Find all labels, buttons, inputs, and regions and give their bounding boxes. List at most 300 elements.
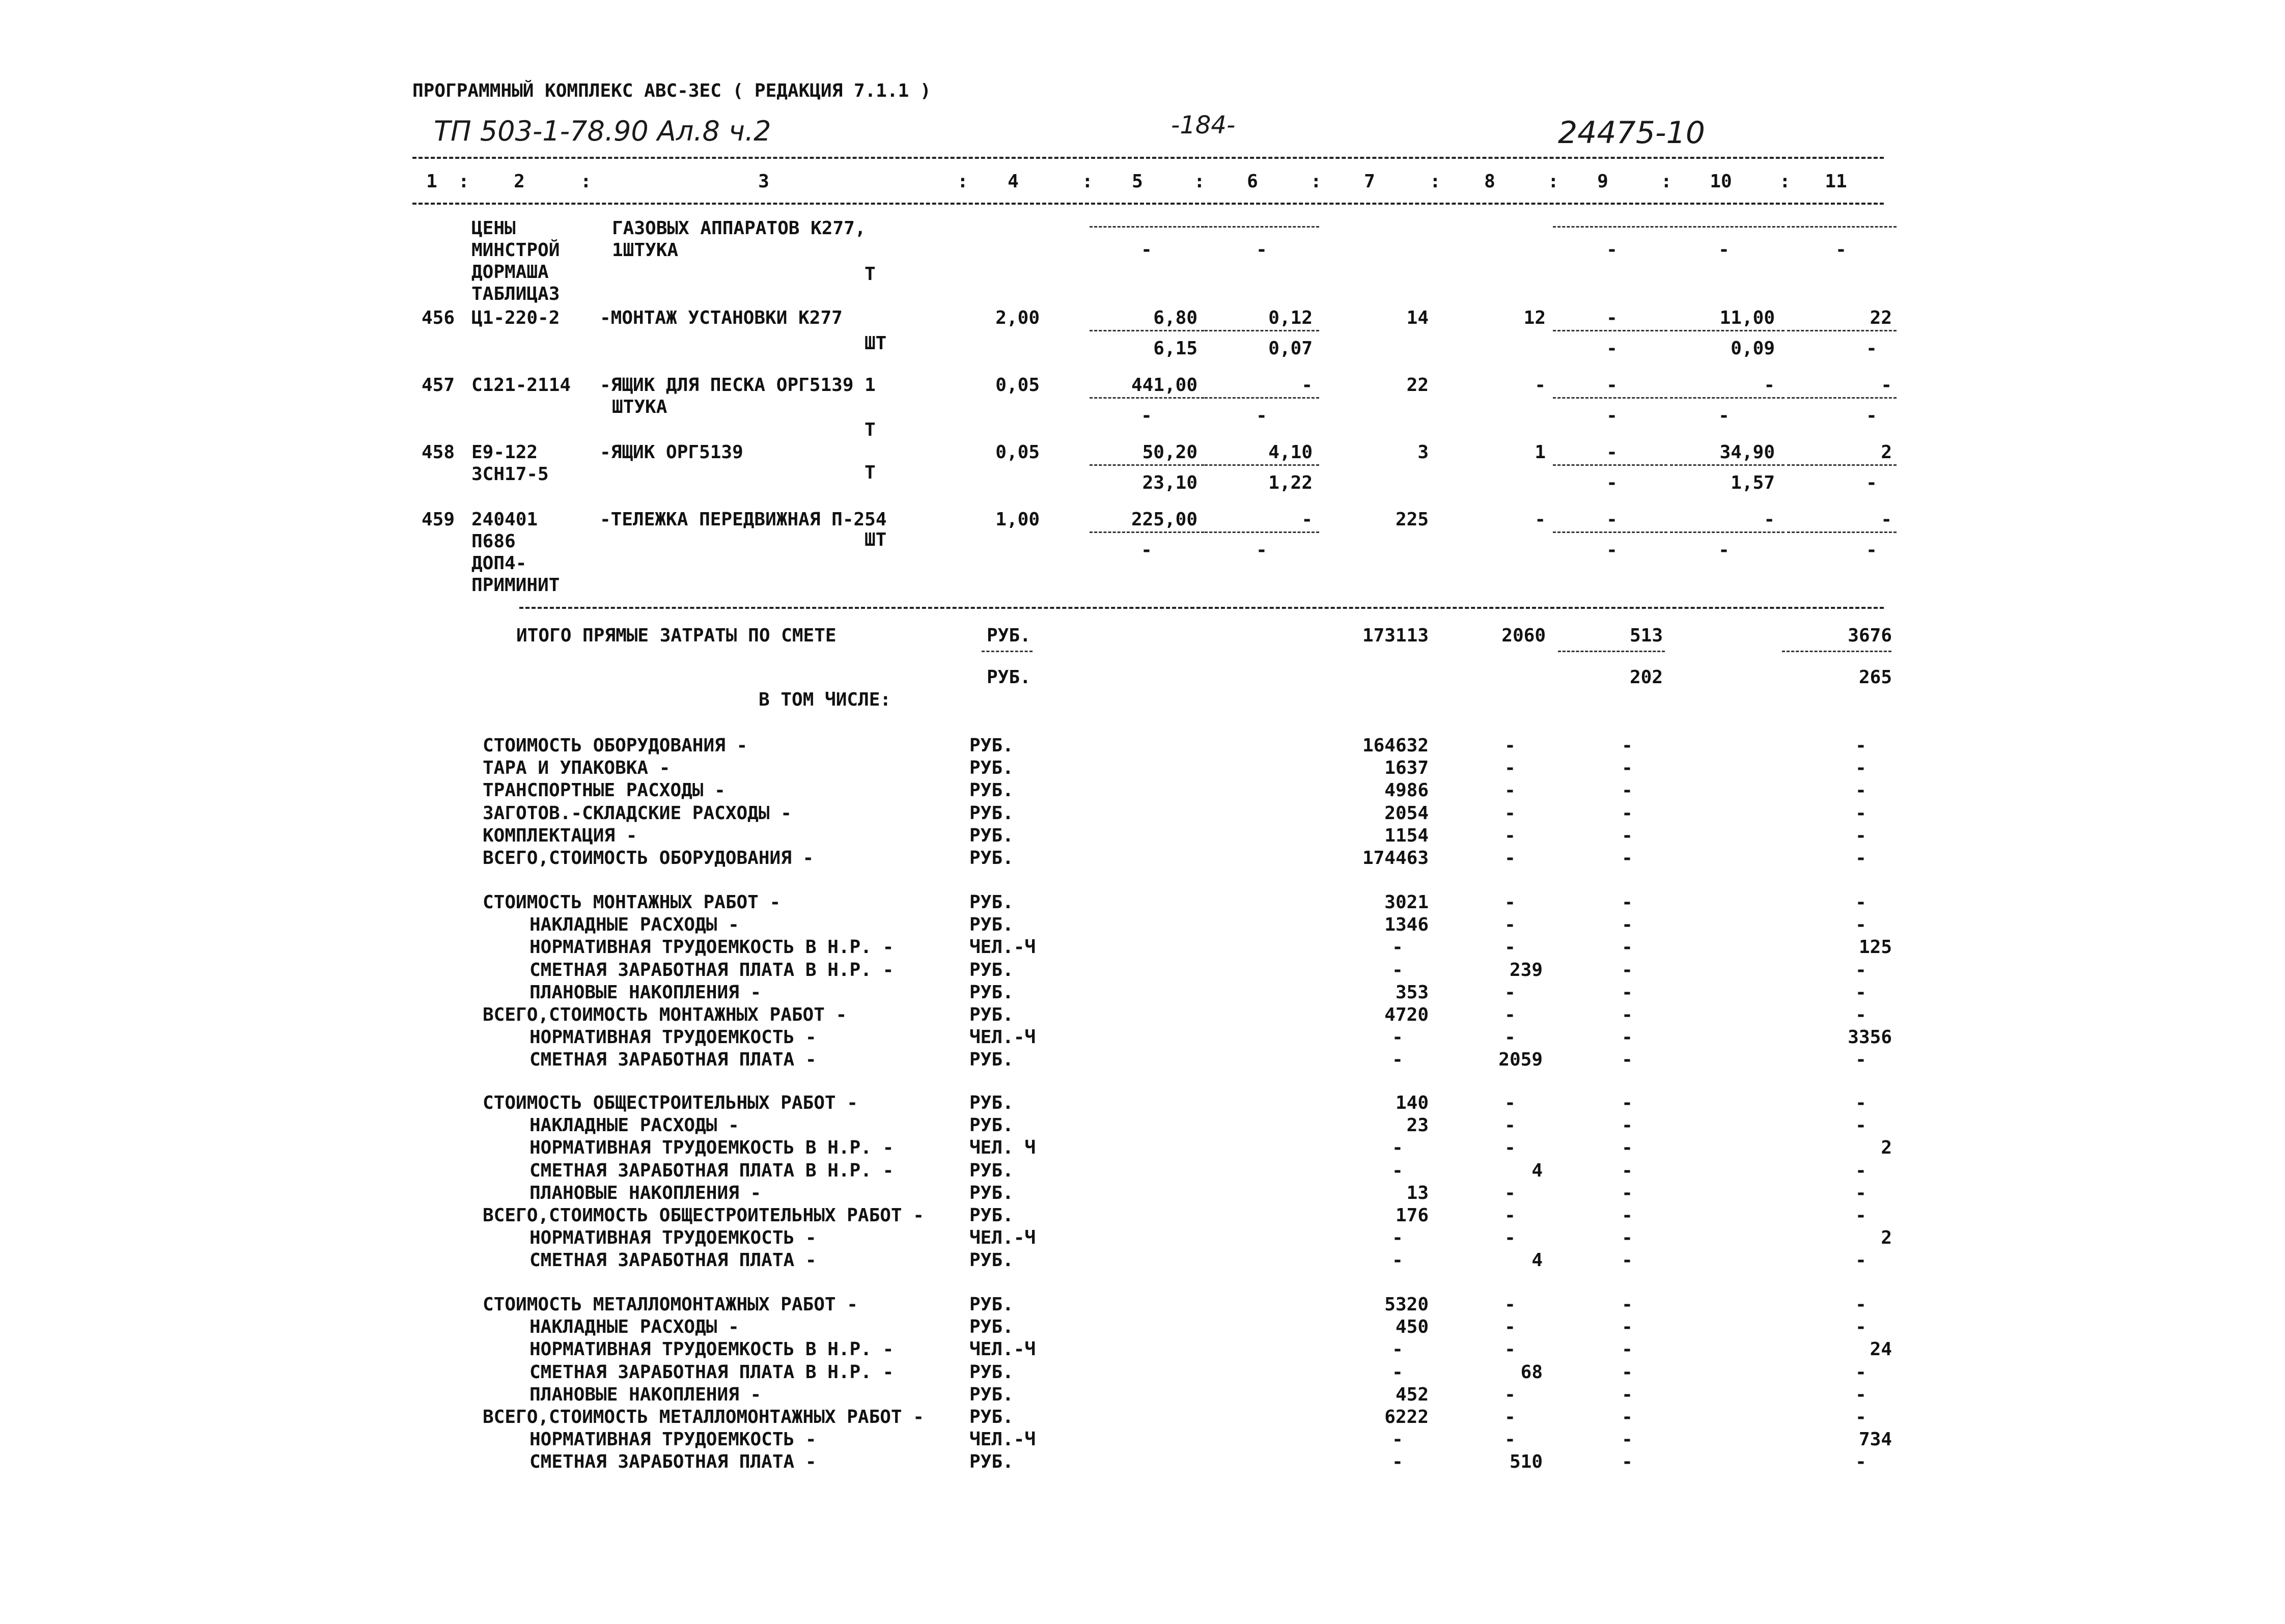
summary-c11: 2 [1881, 1137, 1892, 1159]
row-code: 3СН17-5 [471, 464, 549, 485]
cell-c10: - [1764, 509, 1775, 530]
summary-c11: - [1855, 1317, 1866, 1338]
total-c9: 513 [1629, 625, 1663, 646]
summary-c7: 5320 [1384, 1294, 1429, 1315]
summary-label: ТАРА И УПАКОВКА - [483, 758, 671, 779]
summary-label: НОРМАТИВНАЯ ТРУДОЕМКОСТЬ В Н.Р. - [530, 1137, 894, 1159]
row-code: П686 [471, 531, 516, 552]
summary-c11: 3356 [1848, 1027, 1892, 1048]
subtotal-rule [1670, 464, 1785, 466]
summary-label: НОРМАТИВНАЯ ТРУДОЕМКОСТЬ В Н.Р. - [530, 1339, 894, 1360]
sub-value: - [1718, 540, 1730, 561]
summary-c11: - [1855, 1115, 1866, 1136]
summary-c11: - [1855, 959, 1866, 981]
column-number: 2 [514, 171, 525, 192]
row-code: Ц1-220-2 [471, 307, 560, 328]
sub-value: - [1718, 239, 1730, 260]
summary-unit: РУБ. [969, 1317, 1014, 1338]
row-name: ШТУКА [612, 397, 667, 417]
summary-c8: - [1504, 780, 1516, 801]
summary-label: ПЛАНОВЫЕ НАКОПЛЕНИЯ - [530, 1182, 762, 1203]
column-separator: : [1311, 171, 1322, 192]
summary-c9: - [1622, 758, 1633, 779]
cell-c6: 0,12 [1268, 307, 1313, 328]
summary-c11: - [1855, 1205, 1866, 1226]
cell-c4: 0,05 [995, 442, 1040, 463]
column-separator: : [580, 171, 592, 192]
header-bottom-rule [412, 203, 1884, 205]
sub-value: 6,15 [1153, 338, 1197, 359]
cell-c4: 1,00 [995, 509, 1040, 530]
subtotal-rule [1670, 531, 1785, 533]
summary-label: НАКЛАДНЫЕ РАСХОДЫ - [530, 1115, 739, 1136]
summary-c8: - [1504, 1407, 1516, 1427]
summary-c8: - [1504, 914, 1516, 936]
summary-c7: 13 [1406, 1182, 1429, 1203]
cell-c8: 12 [1523, 307, 1546, 328]
row-unit: Т [865, 462, 876, 483]
summary-label: КОМПЛЕКТАЦИЯ - [483, 825, 637, 846]
summary-label: НАКЛАДНЫЕ РАСХОДЫ - [530, 1317, 739, 1338]
summary-label: СМЕТНАЯ ЗАРАБОТНАЯ ПЛАТА - [530, 1451, 817, 1473]
summary-c9: - [1622, 959, 1633, 981]
summary-label: ЗАГОТОВ.-СКЛАДСКИЕ РАСХОДЫ - [483, 802, 792, 824]
column-number: 4 [1008, 171, 1019, 192]
summary-c8: - [1504, 1115, 1516, 1136]
row-number: 456 [422, 307, 455, 328]
summary-c8: - [1504, 758, 1516, 779]
summary-label: НОРМАТИВНАЯ ТРУДОЕМКОСТЬ - [530, 1429, 817, 1450]
summary-label: СТОИМОСТЬ МОНТАЖНЫХ РАБОТ - [483, 892, 781, 913]
summary-unit: РУБ. [969, 802, 1014, 824]
summary-unit: РУБ. [969, 1250, 1014, 1271]
summary-c11: 2 [1881, 1227, 1892, 1249]
summary-label: ТРАНСПОРТНЫЕ РАСХОДЫ - [483, 780, 726, 801]
subtotal-rule [1787, 397, 1897, 399]
summary-label: СТОИМОСТЬ ОБЩЕСТРОИТЕЛЬНЫХ РАБОТ - [483, 1093, 858, 1113]
row-unit: Т [865, 419, 876, 440]
summary-unit: ЧЕЛ. Ч [969, 1137, 1036, 1159]
summary-c8: 510 [1509, 1451, 1543, 1473]
summary-unit: РУБ. [969, 780, 1014, 801]
cell-c9: - [1606, 307, 1618, 328]
summary-unit: РУБ. [969, 1451, 1014, 1473]
summary-c7: 174463 [1362, 848, 1429, 869]
summary-c11: - [1855, 1294, 1866, 1315]
summary-c7: - [1392, 1339, 1403, 1360]
summary-c7: - [1392, 1361, 1403, 1383]
summary-c8: - [1504, 1027, 1516, 1048]
subtotal-rule [1205, 226, 1319, 228]
total-rule [519, 607, 1884, 609]
summary-c7: 2054 [1384, 802, 1429, 824]
column-number: 9 [1597, 171, 1608, 192]
summary-c7: - [1392, 959, 1403, 981]
summary-unit: РУБ. [969, 1004, 1014, 1025]
subtotal-rule [1787, 531, 1897, 533]
subtotal-rule [1782, 651, 1891, 652]
total-label: ИТОГО ПРЯМЫЕ ЗАТРАТЫ ПО СМЕТЕ [516, 625, 837, 646]
summary-unit: ЧЕЛ.-Ч [969, 937, 1036, 958]
summary-c11: - [1855, 982, 1866, 1003]
column-separator: : [1779, 171, 1791, 192]
summary-label: ПЛАНОВЫЕ НАКОПЛЕНИЯ - [530, 1384, 762, 1405]
cell-c5: 441,00 [1131, 375, 1197, 396]
program-header: ПРОГРАММНЫЙ КОМПЛЕКС АВС-3ЕС ( РЕДАКЦИЯ 7.1.1 ) [412, 80, 931, 101]
sub-value: - [1141, 239, 1152, 260]
summary-c9: - [1622, 735, 1633, 756]
row-name: -ЯЩИК ДЛЯ ПЕСКА ОРГ5139 1 [600, 375, 876, 396]
summary-c11: - [1855, 780, 1866, 801]
summary-c7: 176 [1395, 1205, 1429, 1226]
total-unit: РУБ. [987, 625, 1031, 646]
row-name: 1ШТУКА [612, 240, 679, 261]
sub-value: - [1606, 405, 1618, 426]
summary-unit: ЧЕЛ.-Ч [969, 1429, 1036, 1450]
summary-c8: - [1504, 1093, 1516, 1113]
summary-c8: - [1504, 1317, 1516, 1338]
summary-c8: - [1504, 892, 1516, 913]
summary-c9: - [1622, 1451, 1633, 1473]
subtotal-rule [1670, 330, 1785, 331]
summary-c11: - [1855, 1049, 1866, 1071]
summary-c11: - [1855, 848, 1866, 869]
subtotal-rule [1787, 330, 1897, 331]
summary-unit: РУБ. [969, 1407, 1014, 1427]
column-separator: : [458, 171, 469, 192]
cell-c8: - [1535, 375, 1546, 396]
cell-c5: 225,00 [1131, 509, 1197, 530]
column-number: 10 [1710, 171, 1732, 192]
summary-label: НОРМАТИВНАЯ ТРУДОЕМКОСТЬ - [530, 1027, 817, 1048]
column-number: 8 [1484, 171, 1495, 192]
summary-c11: - [1855, 1250, 1866, 1271]
summary-unit: РУБ. [969, 848, 1014, 869]
summary-c11: - [1855, 802, 1866, 824]
summary-c7: - [1392, 1451, 1403, 1473]
summary-c8: - [1504, 1182, 1516, 1203]
cell-c10: 11,00 [1719, 307, 1775, 328]
summary-c8: - [1504, 937, 1516, 958]
summary-c8: 239 [1509, 959, 1543, 981]
sub-value: 0,07 [1268, 338, 1313, 359]
subtotal-rule [1090, 330, 1204, 331]
summary-c7: 6222 [1384, 1407, 1429, 1427]
summary-c9: - [1622, 1027, 1633, 1048]
summary-label: СТОИМОСТЬ МЕТАЛЛОМОНТАЖНЫХ РАБОТ - [483, 1294, 858, 1315]
summary-c9: - [1622, 1384, 1633, 1405]
summary-unit: РУБ. [969, 735, 1014, 756]
summary-c11: 125 [1858, 937, 1892, 958]
sub-value: - [1606, 540, 1618, 561]
summary-c9: - [1622, 1115, 1633, 1136]
cell-c8: 1 [1535, 442, 1546, 463]
summary-label: СМЕТНАЯ ЗАРАБОТНАЯ ПЛАТА - [530, 1049, 817, 1071]
row-code: ТАБЛИЦА3 [471, 284, 560, 304]
summary-label: ВСЕГО,СТОИМОСТЬ МЕТАЛЛОМОНТАЖНЫХ РАБОТ - [483, 1407, 924, 1427]
summary-label: СМЕТНАЯ ЗАРАБОТНАЯ ПЛАТА В Н.Р. - [530, 1361, 894, 1383]
summary-c9: - [1622, 1294, 1633, 1315]
summary-c8: - [1504, 1384, 1516, 1405]
subtotal-rule [1787, 226, 1897, 228]
summary-c8: - [1504, 1294, 1516, 1315]
row-code: ЦЕНЫ [471, 218, 516, 239]
document-reference: ТП 503-1-78.90 Ал.8 ч.2 [434, 115, 771, 147]
summary-c7: 4720 [1384, 1004, 1429, 1025]
summary-c8: 68 [1520, 1361, 1543, 1383]
summary-c11: - [1855, 758, 1866, 779]
summary-label: СМЕТНАЯ ЗАРАБОТНАЯ ПЛАТА В Н.Р. - [530, 1160, 894, 1181]
subtotal-rule [1090, 531, 1204, 533]
summary-c7: - [1392, 1137, 1403, 1159]
column-number: 11 [1825, 171, 1847, 192]
summary-c7: - [1392, 1160, 1403, 1181]
total-c11: 265 [1858, 667, 1892, 688]
summary-unit: ЧЕЛ.-Ч [969, 1339, 1036, 1360]
summary-label: НОРМАТИВНАЯ ТРУДОЕМКОСТЬ В Н.Р. - [530, 937, 894, 958]
summary-unit: РУБ. [969, 1093, 1014, 1113]
summary-c8: - [1504, 802, 1516, 824]
column-number: 5 [1132, 171, 1143, 192]
subtotal-rule [1553, 226, 1667, 228]
summary-c9: - [1622, 892, 1633, 913]
summary-c7: 452 [1395, 1384, 1429, 1405]
summary-c11: - [1855, 1361, 1866, 1383]
summary-label: СМЕТНАЯ ЗАРАБОТНАЯ ПЛАТА В Н.Р. - [530, 959, 894, 981]
sub-value: - [1256, 239, 1267, 260]
cell-c10: 34,90 [1719, 442, 1775, 463]
sub-value: 1,57 [1731, 472, 1775, 493]
subtotal-rule [1558, 651, 1665, 652]
summary-label: ВСЕГО,СТОИМОСТЬ ОБЩЕСТРОИТЕЛЬНЫХ РАБОТ - [483, 1205, 924, 1226]
summary-c8: 4 [1531, 1250, 1543, 1271]
summary-unit: РУБ. [969, 1115, 1014, 1136]
summary-c7: 164632 [1362, 735, 1429, 756]
subtotal-rule [1205, 531, 1319, 533]
summary-label: СТОИМОСТЬ ОБОРУДОВАНИЯ - [483, 735, 748, 756]
summary-c11: - [1855, 735, 1866, 756]
summary-c8: - [1504, 1004, 1516, 1025]
column-separator: : [1661, 171, 1672, 192]
column-number: 7 [1364, 171, 1375, 192]
sub-value: - [1835, 239, 1847, 260]
row-unit: Т [865, 264, 876, 285]
summary-unit: РУБ. [969, 758, 1014, 779]
summary-c7: 1346 [1384, 914, 1429, 936]
row-name: -ТЕЛЕЖКА ПЕРЕДВИЖНАЯ П-254 [600, 509, 887, 530]
cell-c6: 4,10 [1268, 442, 1313, 463]
total-c7: 173113 [1362, 625, 1429, 646]
summary-c7: 3021 [1384, 892, 1429, 913]
document-code: 24475-10 [1558, 115, 1705, 151]
cell-c6: - [1301, 509, 1313, 530]
column-separator: : [1082, 171, 1093, 192]
summary-c9: - [1622, 1407, 1633, 1427]
summary-c8: - [1504, 1227, 1516, 1249]
summary-c8: 2059 [1498, 1049, 1543, 1071]
summary-c11: - [1855, 1004, 1866, 1025]
summary-c9: - [1622, 825, 1633, 846]
summary-c9: - [1622, 1160, 1633, 1181]
row-number: 459 [422, 509, 455, 530]
sub-value: - [1141, 540, 1152, 561]
summary-c7: 1637 [1384, 758, 1429, 779]
row-number: 457 [422, 375, 455, 396]
summary-c7: - [1392, 1049, 1403, 1071]
summary-c9: - [1622, 1049, 1633, 1071]
summary-label: НОРМАТИВНАЯ ТРУДОЕМКОСТЬ - [530, 1227, 817, 1249]
summary-c9: - [1622, 937, 1633, 958]
summary-unit: ЧЕЛ.-Ч [969, 1027, 1036, 1048]
subtotal-rule [982, 651, 1033, 652]
cell-c5: 6,80 [1153, 307, 1197, 328]
column-separator: : [1430, 171, 1441, 192]
summary-c7: 23 [1406, 1115, 1429, 1136]
including-label: В ТОМ ЧИСЛЕ: [759, 689, 891, 710]
summary-c8: - [1504, 825, 1516, 846]
cell-c9: - [1606, 509, 1618, 530]
row-name: -МОНТАЖ УСТАНОВКИ К277 [600, 307, 843, 328]
row-code: ДОП4- [471, 553, 527, 574]
summary-c11: 24 [1870, 1339, 1892, 1360]
total-c11: 3676 [1848, 625, 1892, 646]
summary-c9: - [1622, 914, 1633, 936]
cell-c5: 50,20 [1142, 442, 1197, 463]
cell-c6: - [1301, 375, 1313, 396]
summary-c9: - [1622, 982, 1633, 1003]
subtotal-rule [1205, 464, 1319, 466]
summary-unit: РУБ. [969, 959, 1014, 981]
cell-c7: 3 [1417, 442, 1429, 463]
sub-value: - [1866, 472, 1877, 493]
column-number: 3 [758, 171, 769, 192]
summary-c9: - [1622, 1004, 1633, 1025]
summary-c9: - [1622, 1339, 1633, 1360]
row-code: С121-2114 [471, 375, 571, 396]
summary-c11: - [1855, 1093, 1866, 1113]
sub-value: - [1141, 405, 1152, 426]
row-code: ПРИМИНИТ [471, 575, 560, 596]
summary-c8: - [1504, 1137, 1516, 1159]
cell-c11: - [1881, 375, 1892, 396]
column-separator: : [957, 171, 968, 192]
summary-unit: РУБ. [969, 914, 1014, 936]
summary-c9: - [1622, 1361, 1633, 1383]
summary-c11: 734 [1858, 1429, 1892, 1450]
summary-c11: - [1855, 1160, 1866, 1181]
summary-c8: - [1504, 735, 1516, 756]
row-code: Е9-122 [471, 442, 538, 463]
sub-value: - [1866, 540, 1877, 561]
summary-c11: - [1855, 1384, 1866, 1405]
summary-unit: ЧЕЛ.-Ч [969, 1227, 1036, 1249]
subtotal-rule [1553, 330, 1667, 331]
row-code: МИНСТРОЙ [471, 240, 560, 261]
summary-unit: РУБ. [969, 892, 1014, 913]
cell-c11: - [1881, 509, 1892, 530]
column-number: 1 [426, 171, 437, 192]
cell-c11: 22 [1870, 307, 1892, 328]
sub-value: - [1606, 338, 1618, 359]
summary-label: СМЕТНАЯ ЗАРАБОТНАЯ ПЛАТА - [530, 1250, 817, 1271]
sub-value: - [1866, 405, 1877, 426]
summary-c7: - [1392, 1227, 1403, 1249]
sub-value: - [1606, 472, 1618, 493]
subtotal-rule [1205, 330, 1319, 331]
summary-unit: РУБ. [969, 1049, 1014, 1071]
summary-c8: - [1504, 1205, 1516, 1226]
row-code: ДОРМАША [471, 262, 549, 283]
summary-c9: - [1622, 1137, 1633, 1159]
cell-c4: 0,05 [995, 375, 1040, 396]
row-name: ГАЗОВЫХ АППАРАТОВ К277, [612, 218, 866, 239]
summary-c9: - [1622, 1205, 1633, 1226]
summary-c8: - [1504, 982, 1516, 1003]
summary-label: ПЛАНОВЫЕ НАКОПЛЕНИЯ - [530, 982, 762, 1003]
summary-c7: - [1392, 937, 1403, 958]
summary-unit: РУБ. [969, 1182, 1014, 1203]
summary-c11: - [1855, 1182, 1866, 1203]
total-c8: 2060 [1501, 625, 1546, 646]
column-separator: : [1194, 171, 1205, 192]
summary-unit: РУБ. [969, 825, 1014, 846]
row-unit: ШТ [865, 333, 887, 354]
column-number: 6 [1247, 171, 1258, 192]
sub-value: - [1606, 239, 1618, 260]
sub-value: - [1256, 405, 1267, 426]
sub-value: 1,22 [1268, 472, 1313, 493]
header-top-rule [412, 157, 1884, 159]
sub-value: - [1718, 405, 1730, 426]
cell-c4: 2,00 [995, 307, 1040, 328]
row-number: 458 [422, 442, 455, 463]
summary-unit: РУБ. [969, 982, 1014, 1003]
summary-c8: - [1504, 848, 1516, 869]
summary-unit: РУБ. [969, 1384, 1014, 1405]
summary-c7: - [1392, 1429, 1403, 1450]
summary-c9: - [1622, 1093, 1633, 1113]
summary-c9: - [1622, 1227, 1633, 1249]
subtotal-rule [1553, 397, 1667, 399]
sub-value: - [1866, 338, 1877, 359]
summary-c8: - [1504, 1429, 1516, 1450]
summary-c7: 140 [1395, 1093, 1429, 1113]
total-c9: 202 [1629, 667, 1663, 688]
summary-unit: РУБ. [969, 1160, 1014, 1181]
summary-c7: 1154 [1384, 825, 1429, 846]
summary-c8: 4 [1531, 1160, 1543, 1181]
summary-c9: - [1622, 848, 1633, 869]
sub-value: 23,10 [1142, 472, 1197, 493]
column-separator: : [1548, 171, 1559, 192]
summary-c9: - [1622, 1250, 1633, 1271]
summary-label: НАКЛАДНЫЕ РАСХОДЫ - [530, 914, 739, 936]
summary-unit: РУБ. [969, 1294, 1014, 1315]
summary-c7: 353 [1395, 982, 1429, 1003]
summary-unit: РУБ. [969, 1361, 1014, 1383]
cell-c10: - [1764, 375, 1775, 396]
page-number: -184- [1171, 111, 1236, 139]
summary-c9: - [1622, 802, 1633, 824]
summary-c7: - [1392, 1027, 1403, 1048]
cell-c7: 225 [1395, 509, 1429, 530]
summary-c11: - [1855, 914, 1866, 936]
sub-value: - [1256, 540, 1267, 561]
summary-c9: - [1622, 1182, 1633, 1203]
summary-c9: - [1622, 1317, 1633, 1338]
summary-label: ВСЕГО,СТОИМОСТЬ МОНТАЖНЫХ РАБОТ - [483, 1004, 847, 1025]
summary-c11: - [1855, 1407, 1866, 1427]
